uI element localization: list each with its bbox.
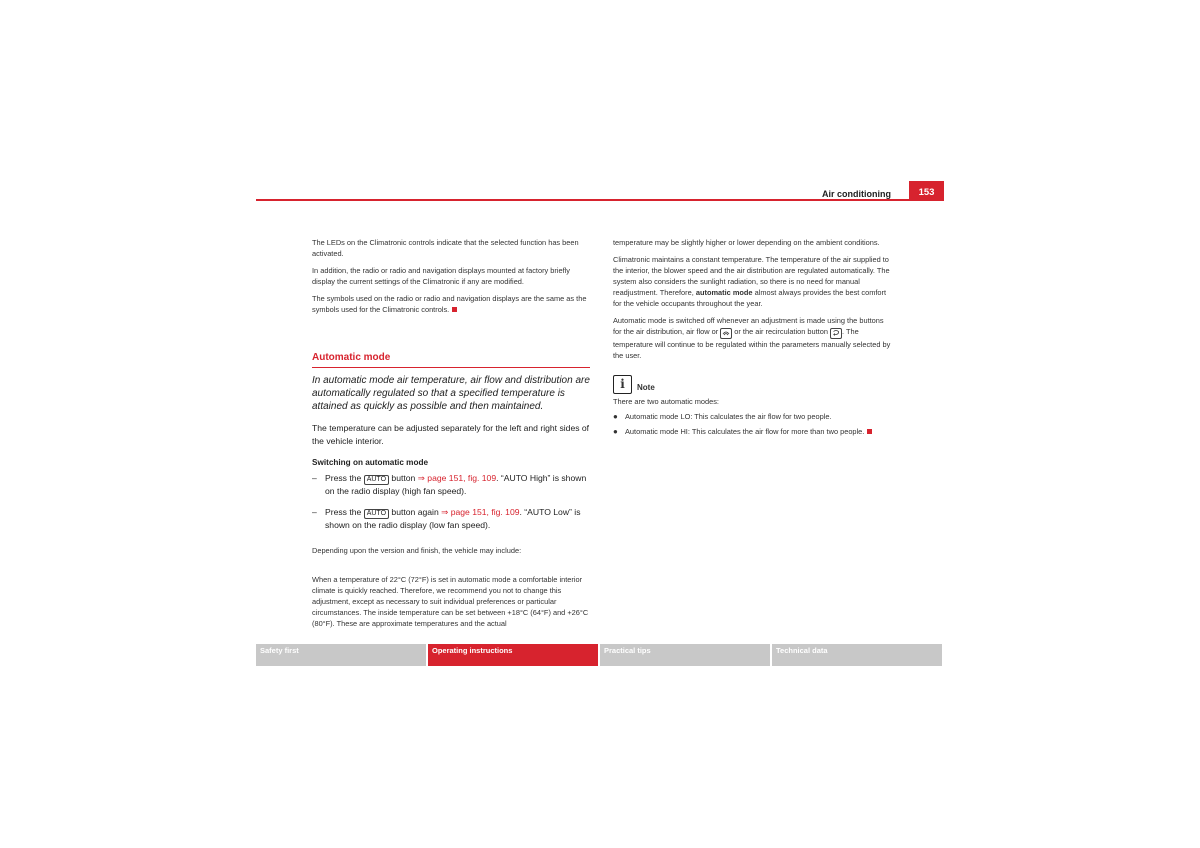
paragraph-temp-adjust: The temperature can be adjusted separately for the left and right sides of the vehicle interior.	[312, 423, 590, 446]
footer-tab-operating-instructions[interactable]: Operating instructions	[428, 644, 598, 666]
recirculation-icon	[830, 328, 842, 339]
step-dash: –	[312, 473, 317, 483]
step-dash: –	[312, 506, 317, 517]
section-heading: Automatic mode	[312, 352, 590, 368]
step-text-pre: Press the	[325, 473, 362, 483]
footer-tab-safety-first[interactable]: Safety first	[256, 644, 426, 666]
paragraph-version: Depending upon the version and finish, the vehicle may include:	[312, 546, 522, 555]
auto-key: AUTO	[364, 509, 389, 519]
paragraph-leds: The LEDs on the Climatronic controls indicate that the selected function has been activated.	[312, 238, 579, 258]
paragraph-switch-off	[613, 315, 891, 361]
step-text-mid: button	[391, 473, 416, 483]
paragraph-constant-temp	[613, 254, 891, 309]
note-bullet-text	[625, 426, 872, 437]
paragraph-symbols-text: The symbols used on the radio or radio and navigation displays are the same as the symbols used for the Climatronic controls.	[312, 294, 587, 314]
note-intro: There are two automatic modes:	[613, 397, 719, 406]
bullet-icon: ●	[613, 412, 618, 421]
step-2	[312, 506, 590, 532]
step-1	[312, 472, 590, 498]
bold-automatic-mode: automatic mode	[695, 288, 753, 297]
paragraph-constant-temp-post: almost always provides the best comfort for the vehicle occupants throughout the year.	[613, 288, 887, 308]
bullet-icon: ●	[613, 427, 618, 436]
end-of-section-marker	[452, 307, 457, 312]
header-section-title: Air conditioning	[822, 189, 891, 199]
note-header	[613, 375, 891, 394]
footer-tab-practical-tips[interactable]: Practical tips	[600, 644, 770, 666]
paragraph-switch-off-post: . The temperature will continue to be regulated within the parameters manually selected by the user.	[613, 327, 891, 360]
page-reference-link[interactable]: ⇒ page 151, fig. 109	[417, 473, 497, 483]
note-bullet-text-content: Automatic mode HI: This calculates the air flow for more than two people.	[625, 427, 865, 436]
subheading-switching-on: Switching on automatic mode	[312, 458, 428, 467]
footer-tab-technical-data[interactable]: Technical data	[772, 644, 942, 666]
step-text-mid: button again	[391, 506, 439, 517]
header-rule	[256, 199, 944, 201]
step-text	[325, 472, 590, 498]
step-text	[325, 506, 590, 532]
note-bullet	[613, 411, 891, 422]
step-text-post: . “AUTO Low” is shown on the radio display (low fan speed).	[325, 506, 581, 530]
page-number: 153	[909, 181, 944, 201]
paragraph-ambient: temperature may be slightly higher or lower depending on the ambient conditions.	[613, 238, 880, 247]
note-bullet-text: Automatic mode LO: This calculates the air flow for two people.	[625, 412, 832, 421]
paragraph-switch-off-pre: Automatic mode is switched off whenever an adjustment is made using the buttons for the air distribution, air flow or	[613, 316, 884, 336]
right-column	[613, 237, 891, 437]
step-text-pre: Press the	[325, 506, 362, 517]
paragraph-temperature: When a temperature of 22°C (72°F) is set in automatic mode a comfortable interior climate is quickly reached. Therefore, we recommend you not to change this adjustment, except as necessary to suit individual preferences or particular circumstances. The inside temperature can be set between +18°C (64°F) and +26°C (80°F). These are approximate temperatures and the actual	[312, 575, 589, 628]
paragraph-constant-temp-pre: Climatronic maintains a constant temperature. The temperature of the air supplied to the interior, the blower speed and the air distribution are regulated automatically. The system also considers the sunlight radiation, so there is no need for manual readjustment. Therefore,	[613, 255, 890, 297]
auto-key: AUTO	[364, 475, 389, 485]
paragraph-switch-off-mid: or the air recirculation button	[734, 327, 828, 336]
note-bullet	[613, 426, 891, 437]
paragraph-radio-display: In addition, the radio or radio and navigation displays mounted at factory briefly display the current settings of the Climatronic if any are modified.	[312, 266, 571, 286]
left-column	[312, 237, 590, 635]
end-of-section-marker	[867, 429, 872, 434]
section-intro: In automatic mode air temperature, air flow and distribution are automatically regulated so that a specified temperature is attained as quickly as possible and then maintained.	[312, 375, 590, 412]
fan-icon	[720, 328, 732, 339]
info-icon: i	[613, 375, 632, 394]
note-label: Note	[637, 383, 655, 392]
paragraph-symbols	[312, 293, 590, 315]
page-reference-link[interactable]: ⇒ page 151, fig. 109	[441, 506, 520, 517]
step-text-post: . “AUTO High” is shown on the radio display (high fan speed).	[325, 473, 587, 496]
